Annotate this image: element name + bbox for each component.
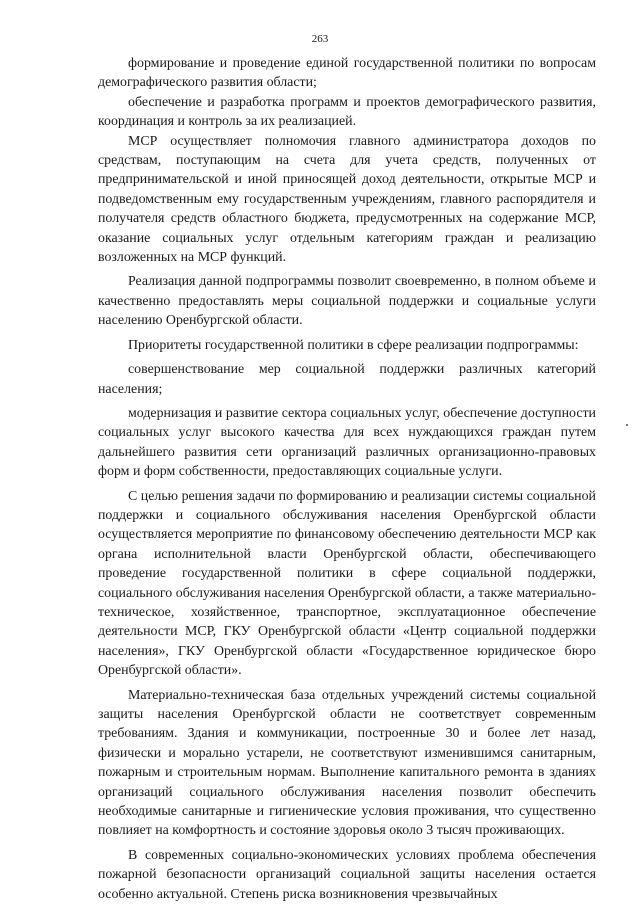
paragraph: обеспечение и разработка программ и проектов демографического развития, координация и контроль за их реализацией.: [98, 94, 596, 130]
paragraph: Реализация данной подпрограммы позволит своевременно, в полном объеме и качественно предоставлять меры социальной поддержки и социальные услуги населению Оренбургской области.: [98, 274, 596, 329]
paragraph: модернизация и развитие сектора социальных услуг, обеспечение доступности социальных услуг высокого качества для всех нуждающихся граждан путем дальнейшего развития сети организаций различных организационно-правовых форм и форм собственности, предоставляющих социальные услуги.: [98, 405, 596, 480]
scan-speck: [626, 424, 628, 426]
paragraph: МСР осуществляет полномочия главного администратора доходов по средствам, поступающим на счета для учета средств, полученных от предпринимательской и иной приносящей доход деятельности, открытые МСР и подведомственным ему государственным учреждениям, главного распорядителя и получателя средств областного бюджета, предусмотренных на содержание МСР, оказание социальных услуг отдельным категориям граждан и реализацию возложенных на МСР функций.: [98, 133, 596, 266]
paragraph: Материально-техническая база отдельных учреждений системы социальной защиты населения Оренбургской области не соответствует современным требованиям. Здания и коммуникации, построенные 30 и более лет назад, физически и морально устарели, не соответствуют изменившимся санитарным, пожарным и строительным нормам. Выполнение капитального ремонта в зданиях организаций социального обслуживания населения позволит обеспечить необходимые санитарные и гигиенические условия проживания, что существенно повлияет на комфортность и состояние здоровья около 3 тысяч проживающих.: [98, 687, 596, 839]
document-body: [98, 54, 596, 904]
page-number: 263: [311, 33, 329, 45]
paragraph: С целью решения задачи по формированию и реализации системы социальной поддержки и социального обслуживания населения Оренбургской области осуществляется мероприятие по финансовому обеспечению деятельности МСР как органа исполнительной власти Оренбургской области, обеспечивающего проведение государственной политики в сфере социальной поддержки, социального обслуживания населения Оренбургской области, а также материально-техническое, хозяйственное, транспортное, эксплуатационное обеспечение деятельности МСР, ГКУ Оренбургской области «Центр социальной поддержки населения», ГКУ Оренбургской области «Государственное юридическое бюро Оренбургской области».: [98, 488, 596, 679]
paragraph: совершенствование мер социальной поддержки различных категорий населения;: [98, 362, 596, 397]
paragraph: Приоритеты государственной политики в сфере реализации подпрограммы:: [128, 337, 579, 353]
paragraph: формирование и проведение единой государственной политики по вопросам демографического развития области;: [98, 56, 596, 91]
paragraph: В современных социально-экономических условиях проблема обеспечения пожарной безопасности организаций социальной защиты населения остается особенно актуальной. Степень риска возникновения чрезвычайных: [98, 847, 596, 902]
